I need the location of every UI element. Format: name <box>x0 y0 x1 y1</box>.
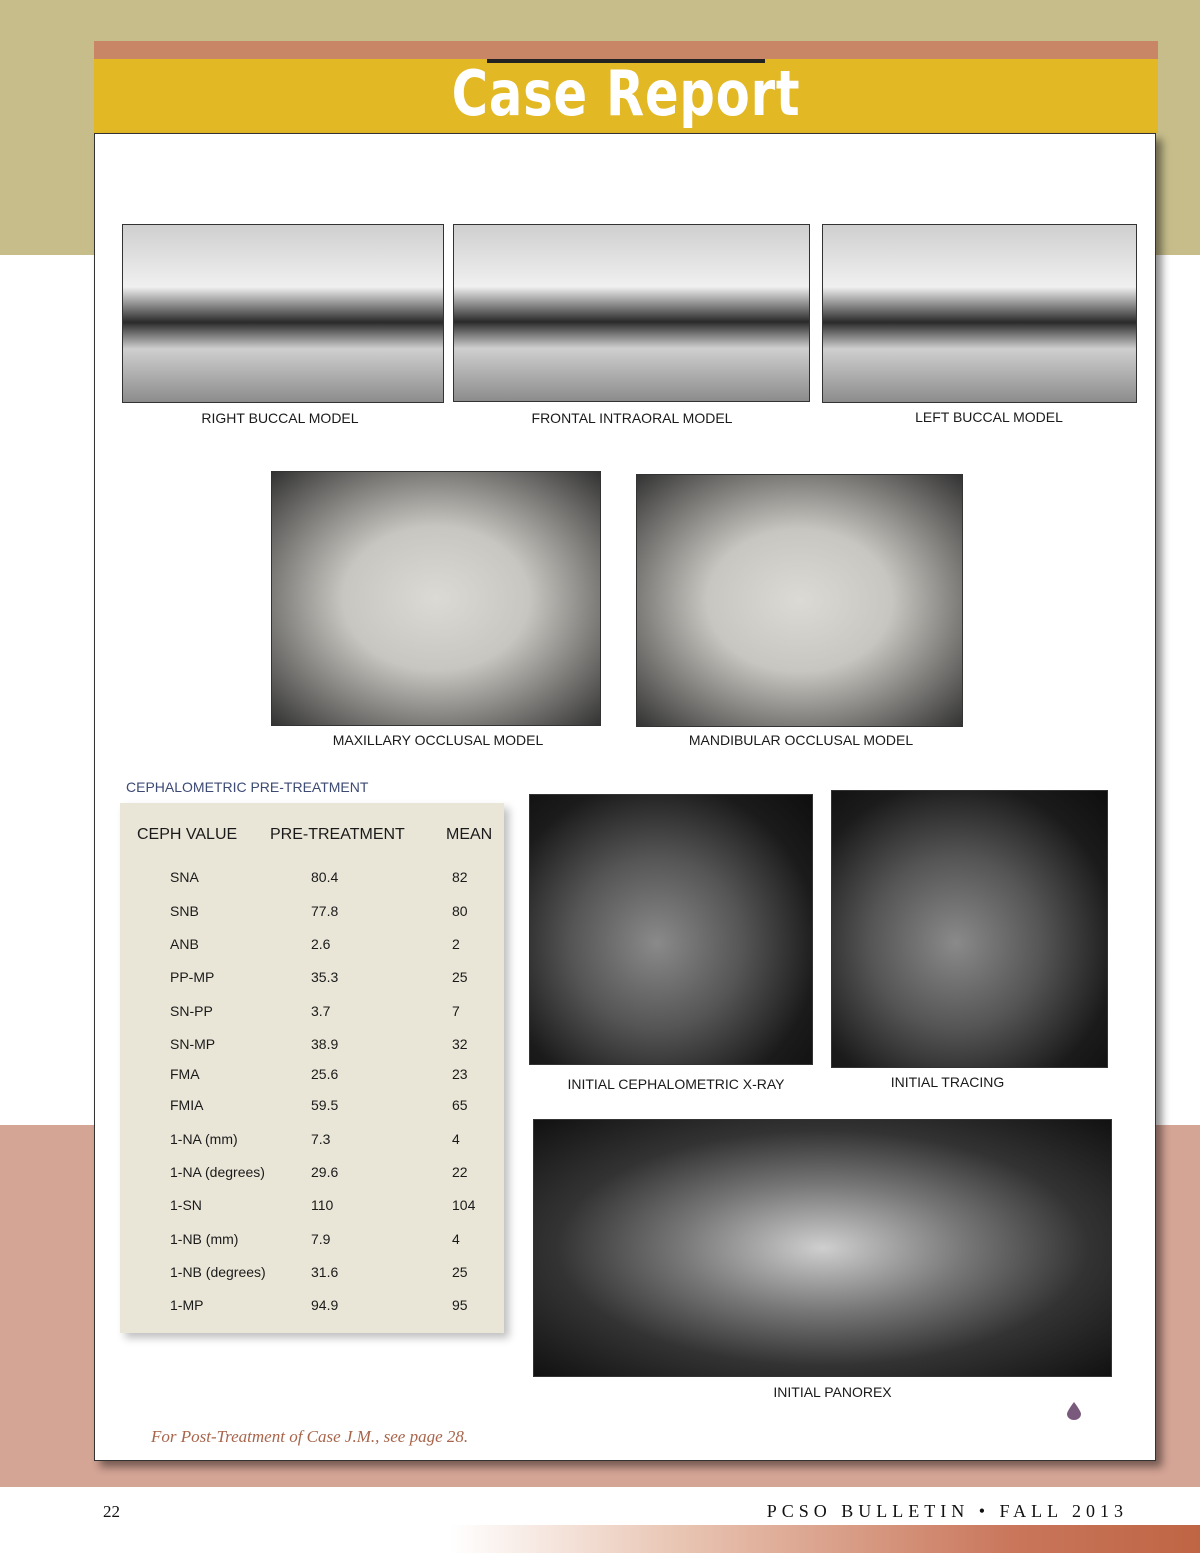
ceph-cell-mean: 22 <box>452 1164 468 1180</box>
ceph-cell-mean: 23 <box>452 1066 468 1082</box>
ceph-cell-mean: 25 <box>452 1264 468 1280</box>
ceph-cell-pre-treatment: 7.9 <box>311 1231 331 1247</box>
ceph-cell-mean: 7 <box>452 1003 460 1019</box>
ceph-cell-measure: SNA <box>170 869 199 885</box>
maxillary-occlusal-model-photo <box>271 471 601 726</box>
running-footer-title: PCSO BULLETIN • FALL 2013 <box>766 1501 1128 1521</box>
initial-cephalometric-xray-photo <box>529 794 813 1065</box>
ceph-header-value: CEPH VALUE <box>137 826 238 843</box>
ceph-cell-pre-treatment: 59.5 <box>311 1097 339 1113</box>
post-treatment-footnote: For Post-Treatment of Case J.M., see page 28. <box>151 1427 469 1446</box>
page-number: 22 <box>103 1502 120 1521</box>
ceph-cell-pre-treatment: 80.4 <box>311 869 339 885</box>
ceph-cell-measure: 1-NA (mm) <box>170 1131 238 1147</box>
ceph-cell-measure: SN-PP <box>170 1003 213 1019</box>
ceph-cell-mean: 32 <box>452 1036 468 1052</box>
ceph-cell-mean: 2 <box>452 936 460 952</box>
ceph-cell-mean: 4 <box>452 1231 460 1247</box>
ceph-cell-measure: 1-MP <box>170 1297 204 1313</box>
ceph-cell-pre-treatment: 25.6 <box>311 1066 339 1082</box>
right-buccal-model-photo <box>122 224 444 403</box>
ceph-cell-measure: 1-NB (mm) <box>170 1231 239 1247</box>
initial-tracing-photo <box>831 790 1108 1068</box>
ceph-cell-mean: 25 <box>452 969 468 985</box>
ceph-cell-mean: 104 <box>452 1197 476 1213</box>
initial-panorex-photo <box>533 1119 1112 1377</box>
ceph-cell-pre-treatment: 7.3 <box>311 1131 331 1147</box>
ceph-cell-measure: PP-MP <box>170 969 215 985</box>
ceph-cell-mean: 65 <box>452 1097 468 1113</box>
left-buccal-model-photo <box>822 224 1137 403</box>
ceph-cell-pre-treatment: 77.8 <box>311 903 339 919</box>
ceph-cell-mean: 4 <box>452 1131 460 1147</box>
ceph-section-title: CEPHALOMETRIC PRE-TREATMENT <box>126 779 369 795</box>
ceph-header-pre-treatment: PRE-TREATMENT <box>270 826 405 843</box>
ceph-cell-mean: 95 <box>452 1297 468 1313</box>
left-buccal-caption: LEFT BUCCAL MODEL <box>915 409 1063 425</box>
ceph-cell-pre-treatment: 31.6 <box>311 1264 339 1280</box>
ceph-cell-measure: ANB <box>170 936 199 952</box>
ceph-cell-mean: 82 <box>452 869 468 885</box>
ceph-cell-measure: SN-MP <box>170 1036 216 1052</box>
right-buccal-caption: RIGHT BUCCAL MODEL <box>201 410 359 426</box>
ceph-cell-pre-treatment: 35.3 <box>311 969 339 985</box>
ceph-cell-measure: SNB <box>170 903 199 919</box>
page-title: Case Report <box>451 57 801 130</box>
ceph-cell-measure: 1-SN <box>170 1197 202 1213</box>
mandibular-occlusal-model-photo <box>636 474 963 727</box>
ceph-cell-pre-treatment: 2.6 <box>311 936 331 952</box>
ceph-cell-pre-treatment: 29.6 <box>311 1164 339 1180</box>
ceph-cell-measure: FMA <box>170 1066 200 1082</box>
ceph-header-mean: MEAN <box>446 826 493 843</box>
ceph-cell-pre-treatment: 94.9 <box>311 1297 339 1313</box>
initial-cephalometric-xray-caption: INITIAL CEPHALOMETRIC X-RAY <box>567 1076 785 1092</box>
frontal-intraoral-model-photo <box>453 224 810 402</box>
maxillary-occlusal-caption: MAXILLARY OCCLUSAL MODEL <box>332 732 544 748</box>
ceph-cell-pre-treatment: 110 <box>311 1197 334 1213</box>
ceph-cell-pre-treatment: 3.7 <box>311 1003 331 1019</box>
ceph-cell-pre-treatment: 38.9 <box>311 1036 339 1052</box>
ceph-cell-measure: 1-NA (degrees) <box>170 1164 265 1180</box>
mandibular-occlusal-caption: MANDIBULAR OCCLUSAL MODEL <box>688 732 914 748</box>
initial-panorex-caption: INITIAL PANOREX <box>773 1384 892 1400</box>
frontal-intraoral-caption: FRONTAL INTRAORAL MODEL <box>531 410 733 426</box>
drop-icon <box>1067 1402 1081 1420</box>
ceph-cell-mean: 80 <box>452 903 468 919</box>
ceph-cell-measure: FMIA <box>170 1097 204 1113</box>
initial-tracing-caption: INITIAL TRACING <box>890 1074 1005 1090</box>
ceph-cell-measure: 1-NB (degrees) <box>170 1264 266 1280</box>
footer-gradient-bar <box>450 1525 1200 1553</box>
